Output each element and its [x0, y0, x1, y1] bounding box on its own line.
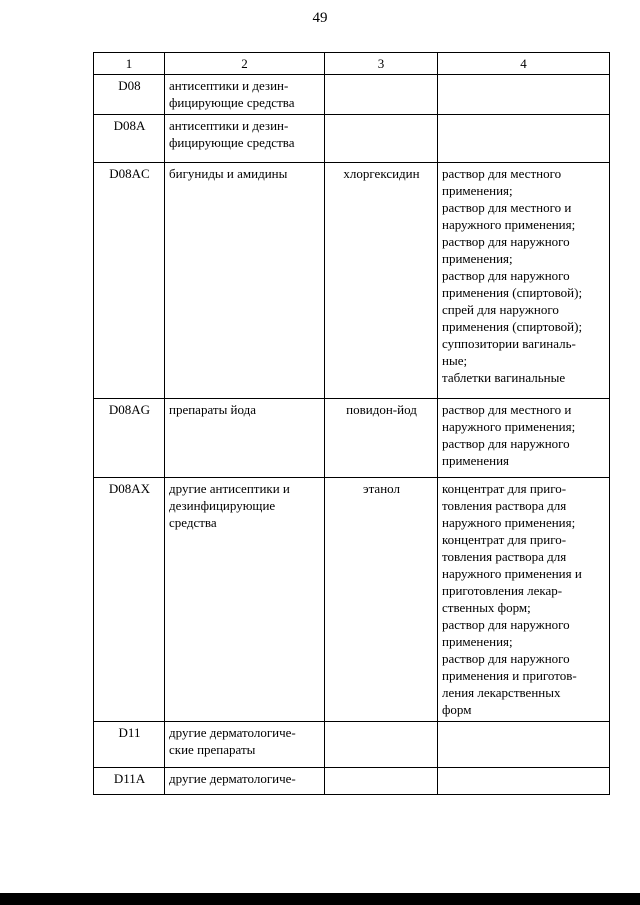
- atc-code: D08A: [94, 115, 165, 163]
- header-row: [94, 53, 610, 75]
- table-row: [94, 722, 610, 768]
- column-header-4: 4: [438, 53, 610, 75]
- group-name: другие антисептики и дезинфицирующие средства: [165, 478, 325, 722]
- table-row: [94, 163, 610, 399]
- inn-name: этанол: [325, 478, 438, 722]
- dosage-form: [438, 768, 610, 795]
- group-name: антисептики и дезин- фицирующие средства: [165, 115, 325, 163]
- inn-name: хлоргексидин: [325, 163, 438, 399]
- atc-code: D08AC: [94, 163, 165, 399]
- table-row: [94, 478, 610, 722]
- column-header-3: 3: [325, 53, 438, 75]
- dosage-form: концентрат для приго- товления раствора для наружного применения; концентрат для приго- товления раствора для наружного применения и приготовления лекар- ственных форм; раствор для наружного применения; раствор для наружного применения и приготов- ления лекарственных форм: [438, 478, 610, 722]
- drug-table: [93, 52, 610, 795]
- inn-name: [325, 115, 438, 163]
- table-row: [94, 768, 610, 795]
- dosage-form: раствор для местного и наружного применения; раствор для наружного применения: [438, 399, 610, 478]
- column-header-1: 1: [94, 53, 165, 75]
- atc-code: D11: [94, 722, 165, 768]
- atc-code: D11A: [94, 768, 165, 795]
- dosage-form: [438, 115, 610, 163]
- group-name: другие дерматологиче- ские препараты: [165, 722, 325, 768]
- atc-code: D08: [94, 75, 165, 115]
- atc-code: D08AG: [94, 399, 165, 478]
- group-name: антисептики и дезин- фицирующие средства: [165, 75, 325, 115]
- inn-name: повидон-йод: [325, 399, 438, 478]
- dosage-form: раствор для местного применения; раствор для местного и наружного применения; раствор для наружного применения; раствор для наружного применения (спиртовой); спрей для наружного применения (спиртовой); суппозитории вагиналь- ные; таблетки вагинальные: [438, 163, 610, 399]
- dosage-form: [438, 722, 610, 768]
- dosage-form: [438, 75, 610, 115]
- table-row: [94, 115, 610, 163]
- column-header-2: 2: [165, 53, 325, 75]
- atc-code: D08AX: [94, 478, 165, 722]
- group-name: бигуниды и амидины: [165, 163, 325, 399]
- scan-border-bar: [0, 893, 640, 905]
- inn-name: [325, 768, 438, 795]
- table-row: [94, 399, 610, 478]
- group-name: другие дерматологиче-: [165, 768, 325, 795]
- table-row: [94, 75, 610, 115]
- group-name: препараты йода: [165, 399, 325, 478]
- inn-name: [325, 722, 438, 768]
- page-number: 49: [312, 10, 328, 26]
- inn-name: [325, 75, 438, 115]
